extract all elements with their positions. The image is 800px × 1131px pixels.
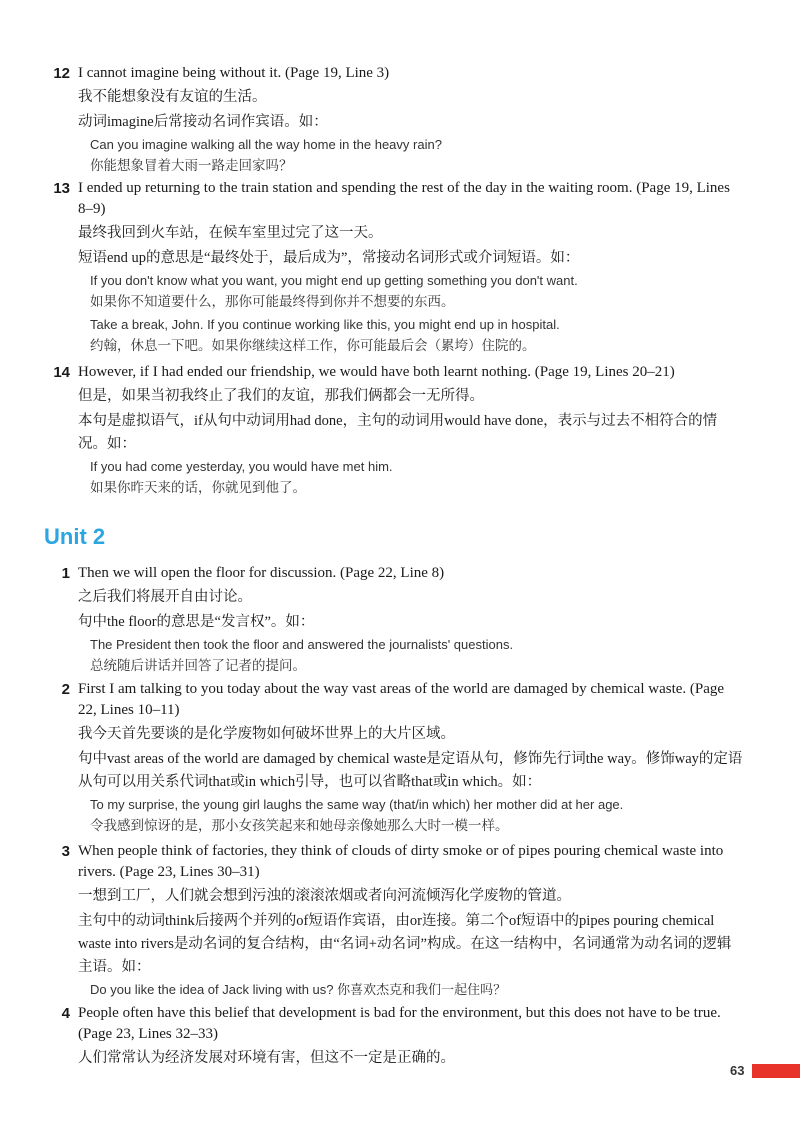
note-explanation: 句中the floor的意思是“发言权”。如：: [78, 614, 315, 630]
note-number: 12: [53, 65, 70, 82]
note-13: [44, 178, 744, 358]
note-translation: 一想到工厂，人们就会想到污浊的滚滚浓烟或者向河流倾泻化学废物的管道。: [78, 888, 571, 904]
note-translation: 但是，如果当初我终止了我们的友谊，那我们俩都会一无所得。: [78, 388, 484, 404]
page-color-bar: [752, 1064, 800, 1078]
example-en: To my surprise, the young girl laughs the same way (that/in which) her mother did at her age.: [90, 797, 624, 812]
note-translation: 我今天首先要谈的是化学废物如何破坏世界上的大片区域。: [78, 726, 455, 742]
note-translation: 最终我回到火车站，在候车室里过完了这一天。: [78, 225, 383, 241]
example-zh: 如果你不知道要什么，那你可能最终得到你并不想要的东西。: [90, 294, 455, 310]
example-zh: 你能想象冒着大雨一路走回家吗？: [90, 158, 293, 174]
unit2-note-3: [44, 841, 744, 1001]
note-explanation: 短语end up的意思是“最终处于，最后成为”，常接动名词形式或介词短语。如：: [78, 250, 580, 266]
note-14: [44, 362, 744, 500]
unit-heading: Unit 2: [44, 524, 106, 549]
example-zh: 总统随后讲话并回答了记者的提问。: [90, 658, 306, 674]
example-en: Take a break, John. If you continue working like this, you might end up in hospital.: [90, 317, 560, 332]
example-en: Do you like the idea of Jack living with us?: [90, 982, 334, 997]
example-en: The President then took the floor and answered the journalists' questions.: [90, 637, 514, 652]
note-sentence: People often have this belief that development is bad for the environment, but this does not have to be true. (Page 23, Lines 32–33): [78, 1005, 721, 1042]
note-number: 1: [61, 565, 70, 582]
note-explanation: 本句是虚拟语气，if从句中动词用had done，主句的动词用would have done，表示与过去不相符合的情况。如：: [78, 413, 718, 452]
note-explanation: 句中vast areas of the world are damaged by chemical waste是定语从句，修饰先行词the way。修饰way的定语从句可以用关系代词that或in which引导，也可以省略that或in which。如：: [78, 751, 743, 790]
unit2-note-1: [44, 563, 744, 678]
note-number: 4: [61, 1005, 70, 1022]
example-en: If you don't know what you want, you might end up getting something you don't want.: [90, 273, 578, 288]
note-translation: 我不能想象没有友谊的生活。: [78, 89, 267, 105]
example-en: If you had come yesterday, you would have met him.: [90, 459, 393, 474]
page-number-tab: [730, 1062, 800, 1080]
page-number: 63: [730, 1063, 745, 1078]
note-number: 3: [61, 843, 70, 860]
example-zh: 约翰，休息一下吧。如果你继续这样工作，你可能最后会（累垮）住院的。: [90, 338, 536, 354]
example-zh: 令我感到惊讶的是，那小女孩笑起来和她母亲像她那么大时一模一样。: [90, 818, 509, 834]
note-number: 13: [53, 180, 70, 197]
note-sentence: I cannot imagine being without it. (Page 19, Line 3): [78, 65, 390, 81]
note-sentence: I ended up returning to the train station and spending the rest of the day in the waiting room. (Page 19, Lines 8–9): [78, 180, 730, 217]
note-translation: 之后我们将展开自由讨论。: [78, 589, 252, 605]
unit2-note-4: [44, 1003, 744, 1070]
example-mixed: [90, 979, 744, 1001]
note-12: [44, 63, 744, 178]
example-zh: 如果你昨天来的话，你就见到他了。: [90, 480, 306, 496]
example-en: Can you imagine walking all the way home in the heavy rain?: [90, 137, 442, 152]
note-translation: 人们常常认为经济发展对环境有害，但这不一定是正确的。: [78, 1050, 455, 1066]
note-sentence: First I am talking to you today about the way vast areas of the world are damaged by chemical waste. (Page 22, Lines 10–11): [78, 681, 725, 718]
example-zh: 你喜欢杰克和我们一起住吗？: [337, 983, 507, 998]
note-sentence: Then we will open the floor for discussion. (Page 22, Line 8): [78, 565, 445, 581]
note-sentence: When people think of factories, they think of clouds of dirty smoke or of pipes pouring chemical waste into rivers. (Page 23, Lines 30–31): [78, 843, 724, 880]
note-explanation: 主句中的动词think后接两个并列的of短语作宾语，由or连接。第二个of短语中的pipes pouring chemical waste into rivers是动名词的复合结构，由“名词+动名词”构成。在这一结构中，名词通常为动名词的逻辑主语。如：: [78, 913, 732, 975]
note-number: 2: [61, 681, 70, 698]
unit2-note-2: [44, 679, 744, 838]
note-number: 14: [53, 364, 70, 381]
note-sentence: However, if I had ended our friendship, we would have both learnt nothing. (Page 19, Lines 20–21): [78, 364, 675, 380]
note-explanation: 动词imagine后常接动名词作宾语。如：: [78, 114, 328, 130]
